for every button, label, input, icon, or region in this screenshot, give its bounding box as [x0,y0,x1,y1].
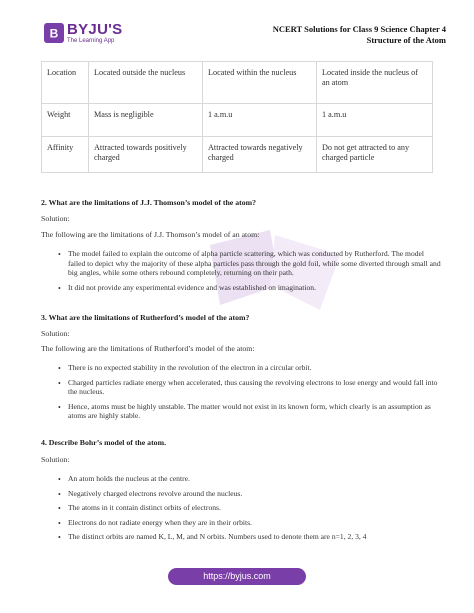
table-cell: 1 a.m.u [203,104,317,137]
bullet-icon: • [58,378,61,388]
table-row [42,137,433,173]
question-heading: 2. What are the limitations of J.J. Thomson’s model of the atom? [41,198,256,207]
table-cell: Located within the nucleus [203,62,317,104]
table-cell: Affinity [42,137,89,173]
list-item: • It did not provide any experimental evidence and was established on imagination. [58,282,316,293]
table-row [42,62,433,104]
bullet-icon: • [58,518,61,528]
bullet-icon: • [58,533,61,543]
list-item: • Negatively charged electrons revolve around the nucleus. [58,488,243,499]
solution-label: Solution: [41,329,70,338]
bullet-icon: • [58,402,61,412]
table-cell: Location [42,62,89,104]
brand-tagline: The Learning App [67,38,115,44]
svg-text:B: B [49,26,59,40]
table-cell: Located outside the nucleus [89,62,203,104]
bullet-list [41,474,441,547]
footer-url-link[interactable]: https://byjus.com [168,568,306,585]
list-item: • The atoms in it contain distinct orbits of electrons. [58,503,221,514]
list-item: • There is no expected stability in the revolution of the electron in a circular orbit. [58,363,312,373]
table-cell: Attracted towards positively charged [89,137,203,173]
solution-label: Solution: [41,455,70,464]
table-cell: Do not get attracted to any charged particle [317,137,433,173]
bullet-list [41,249,441,297]
solution-intro: The following are the limitations of Rutherford’s model of the atom: [41,344,255,353]
list-item: • Hence, atoms must be highly unstable. The matter would not exist in its known form, which clearly is an assumption as atoms are highly stable. [58,401,431,421]
table-cell: Mass is negligible [89,104,203,137]
document-title-line2: Structure of the Atom [366,35,446,45]
bullet-icon: • [58,364,61,373]
table-row [42,104,433,137]
list-item: • Charged particles radiate energy when accelerated, thus causing the revolving electrons to lose energy and would fall into the nucleus. [58,377,438,397]
bullet-icon: • [58,504,61,514]
table-cell: Weight [42,104,89,137]
list-item: • The model failed to explain the outcome of alpha particle scattering, which was conducted by Rutherford. The model failed to depict why the majority of these alpha particles pass through the gold foil, while some diverted through small and big angles, while some others rebound completely, returning on their path. [58,249,441,278]
solution-label: Solution: [41,214,70,223]
table-cell: Attracted towards negatively charged [203,137,317,173]
solution-intro: The following are the limitations of J.J. Thomson’s model of an atom: [41,230,260,239]
question-heading: 3. What are the limitations of Rutherford’s model of the atom? [41,313,250,322]
brand-name: BYJU'S [67,21,123,38]
table-cell: 1 a.m.u [317,104,433,137]
bullet-icon: • [58,250,61,259]
document-title [273,24,446,46]
bullet-icon: • [58,475,61,484]
bullet-icon: • [58,283,61,293]
list-item: • The distinct orbits are named K, L, M, and N orbits. Numbers used to denote them are n=1, 2, 3, 4 [58,532,367,543]
byjus-logo-icon [44,23,64,43]
list-item: • An atom holds the nucleus at the centre. [58,474,190,484]
list-item: • Electrons do not radiate energy when they are in their orbits. [58,517,252,528]
question-heading: 4. Describe Bohr’s model of the atom. [41,438,167,447]
byjus-logo[interactable] [44,22,122,44]
table-cell: Located inside the nucleus of an atom [317,62,433,104]
document-title-line1: NCERT Solutions for Class 9 Science Chapter 4 [272,24,446,34]
particle-comparison-table [41,61,433,173]
page-header [0,0,474,58]
bullet-list [41,363,441,426]
bullet-icon: • [58,489,61,499]
